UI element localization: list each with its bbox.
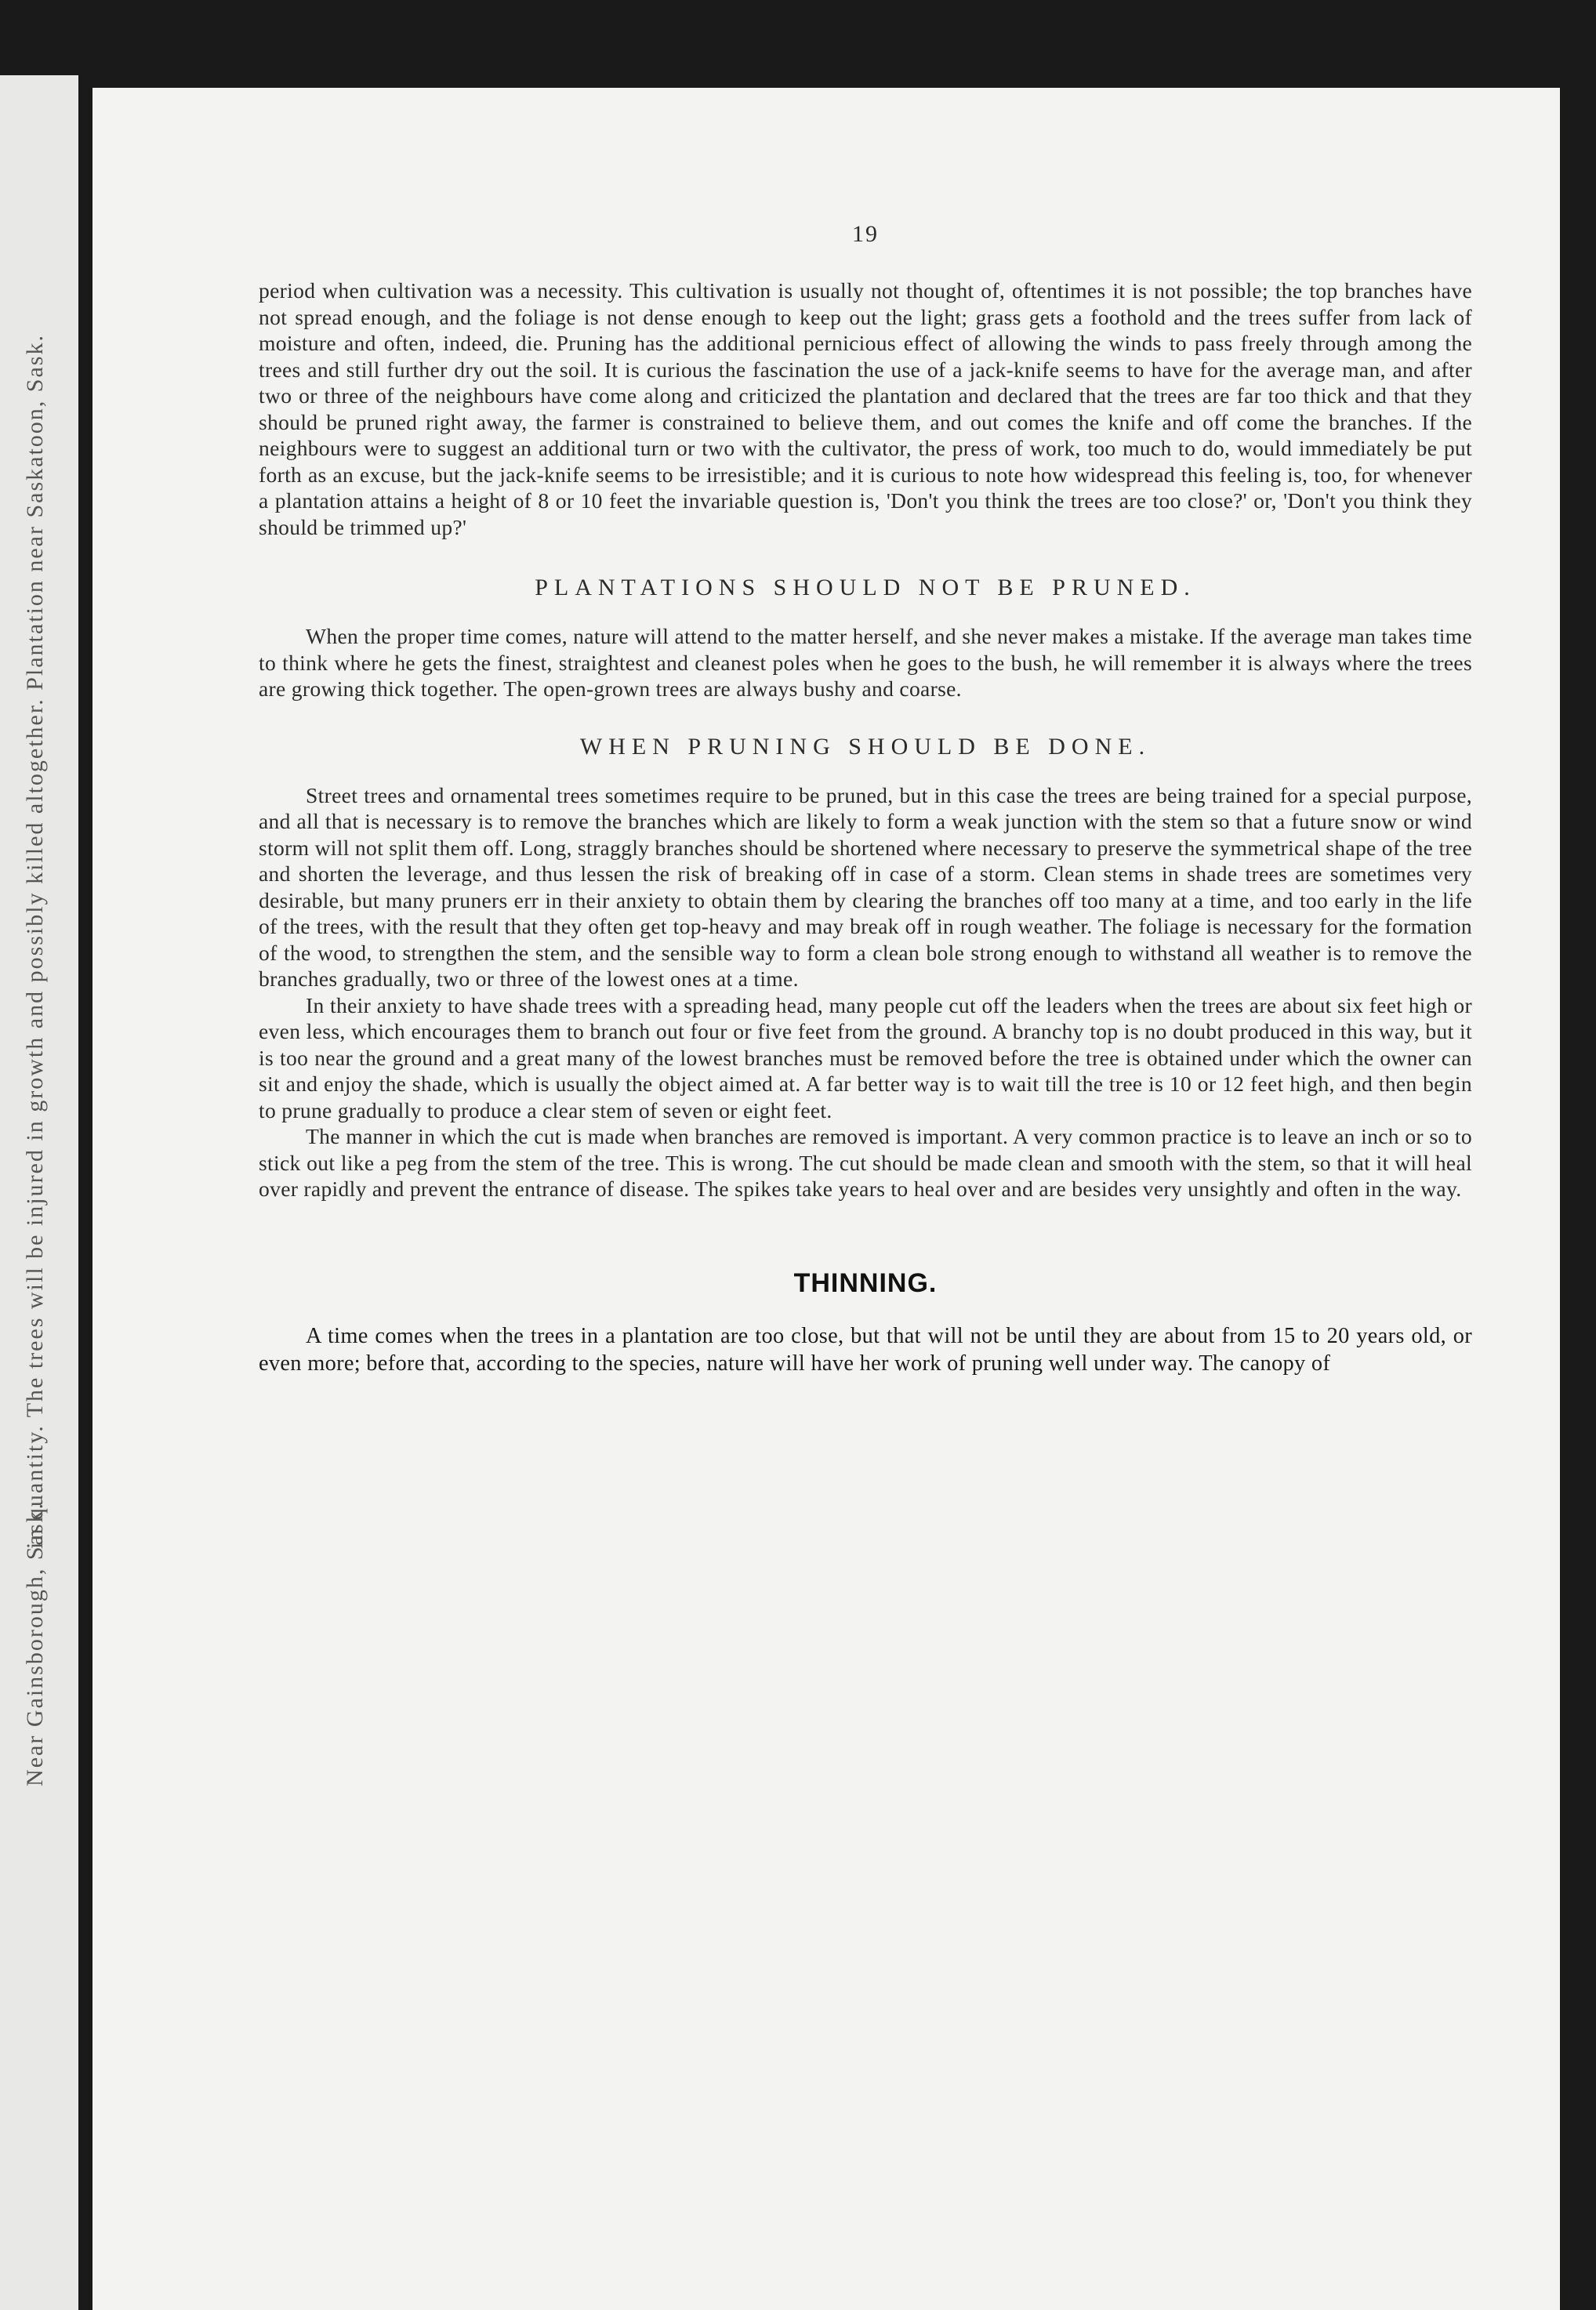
facing-page-edge bbox=[0, 75, 78, 2310]
thinning-section bbox=[259, 1268, 1472, 1377]
intro-paragraph: period when cultivation was a necessity. This cultivation is usually not thought of, oftentimes it is not possible; the top branches have not spread enough, and the foliage is not dense enough to keep out the light; grass gets a foothold and the trees suffer from lack of moisture and often, indeed, die. Pruning has the additional pernicious effect of allowing the winds to pass freely through among the trees and still further dry out the soil. It is curious the fascination the use of a jack-knife seems to have for the average man, and after two or three of the neighbours have come along and criticized the plantation and declared that the trees are far too thick and that they should be pruned right away, the farmer is constrained to believe them, and out comes the knife and off come the branches. If the neighbours were to suggest an additional turn or two with the cultivator, the press of work, too much to do, would immediately be put forth as an excuse, but the jack-knife seems to be irresistible; and it is curious to note how widespread this feeling is, too, for whenever a plantation attains a height of 8 or 10 feet the invariable question is, 'Don't you think the trees are too close?' or, 'Don't you think they should be trimmed up?' bbox=[259, 278, 1472, 539]
section-paragraph: When the proper time comes, nature will attend to the matter herself, and she never makes a mistake. If the average man takes time to think where he gets the finest, straightest and cleanest poles when he goes to the bush, he will remember it is always where the trees are growing thick together. The open-grown trees are always bushy and coarse. bbox=[259, 624, 1472, 701]
section-heading-thinning: THINNING. bbox=[793, 1267, 938, 1298]
section-paragraph: Street trees and ornamental trees sometimes require to be pruned, but in this case the trees are being trained for a special purpose, and all that is necessary is to remove the branches which are likely to form a weak junction with the stem so that a future snow or wind storm will not split them off. Long, straggly branches should be shortened where necessary to preserve the symmetrical shape of the tree and shorten the leverage, and thus lessen the risk of breaking off in case of a storm. Clean stems in shade trees are sometimes very desirable, but many pruners err in their anxiety to obtain them by clearing the branches off too many at a time, and too early in the life of the trees, with the result that they often get top-heavy and may break off in rough weather. The foliage is necessary for the formation of the wood, to strengthen the stem, and the sensible way to form a clean bole strong enough to withstand all weather is to remove the branches gradually, two or three of the lowest ones at a time. bbox=[259, 782, 1472, 991]
facing-page-caption-2: Near Gainsborough, Sask. bbox=[22, 1502, 48, 1786]
section-paragraph: In their anxiety to have shade trees with a spreading head, many people cut off the leaders when the trees are about six feet high or even less, which encourages them to branch out four or five feet from the ground. A branchy top is no doubt produced in this way, but it is too near the ground and a great many of the lowest branches must be removed before the tree is obtained under which the owner can sit and enjoy the shade, which is usually the object aimed at. A far better way is to wait till the tree is 10 or 12 feet high, and then begin to prune gradually to produce a clear stem of seven or eight feet. bbox=[259, 992, 1472, 1122]
section-paragraph: A time comes when the trees in a plantation are too close, but that will not be until they are about from 15 to 20 years old, or even more; before that, according to the species, nature will have her work of pruning well under way. The canopy of bbox=[259, 1323, 1472, 1376]
section-heading-when-pruning: WHEN PRUNING SHOULD BE DONE. bbox=[579, 733, 1152, 760]
page-number: 19 bbox=[852, 221, 879, 247]
section-paragraph: The manner in which the cut is made when branches are removed is important. A very common practice is to leave an inch or so to stick out like a peg from the stem of the tree. This is wrong. The cut should be made clean and smooth with the stem, so that it will heal over rapidly and prevent the entrance of disease. The spikes take years to heal over and are besides very unsightly and often in the way. bbox=[259, 1124, 1472, 1201]
facing-page-caption: in quantity. The trees will be injured in growth and possibly killed altogether. Plantation near Saskatoon, Sask. bbox=[22, 334, 48, 1549]
book-page bbox=[92, 88, 1560, 2310]
page-content bbox=[259, 221, 1472, 1377]
section-heading-plantations: PLANTATIONS SHOULD NOT BE PRUNED. bbox=[535, 575, 1196, 600]
